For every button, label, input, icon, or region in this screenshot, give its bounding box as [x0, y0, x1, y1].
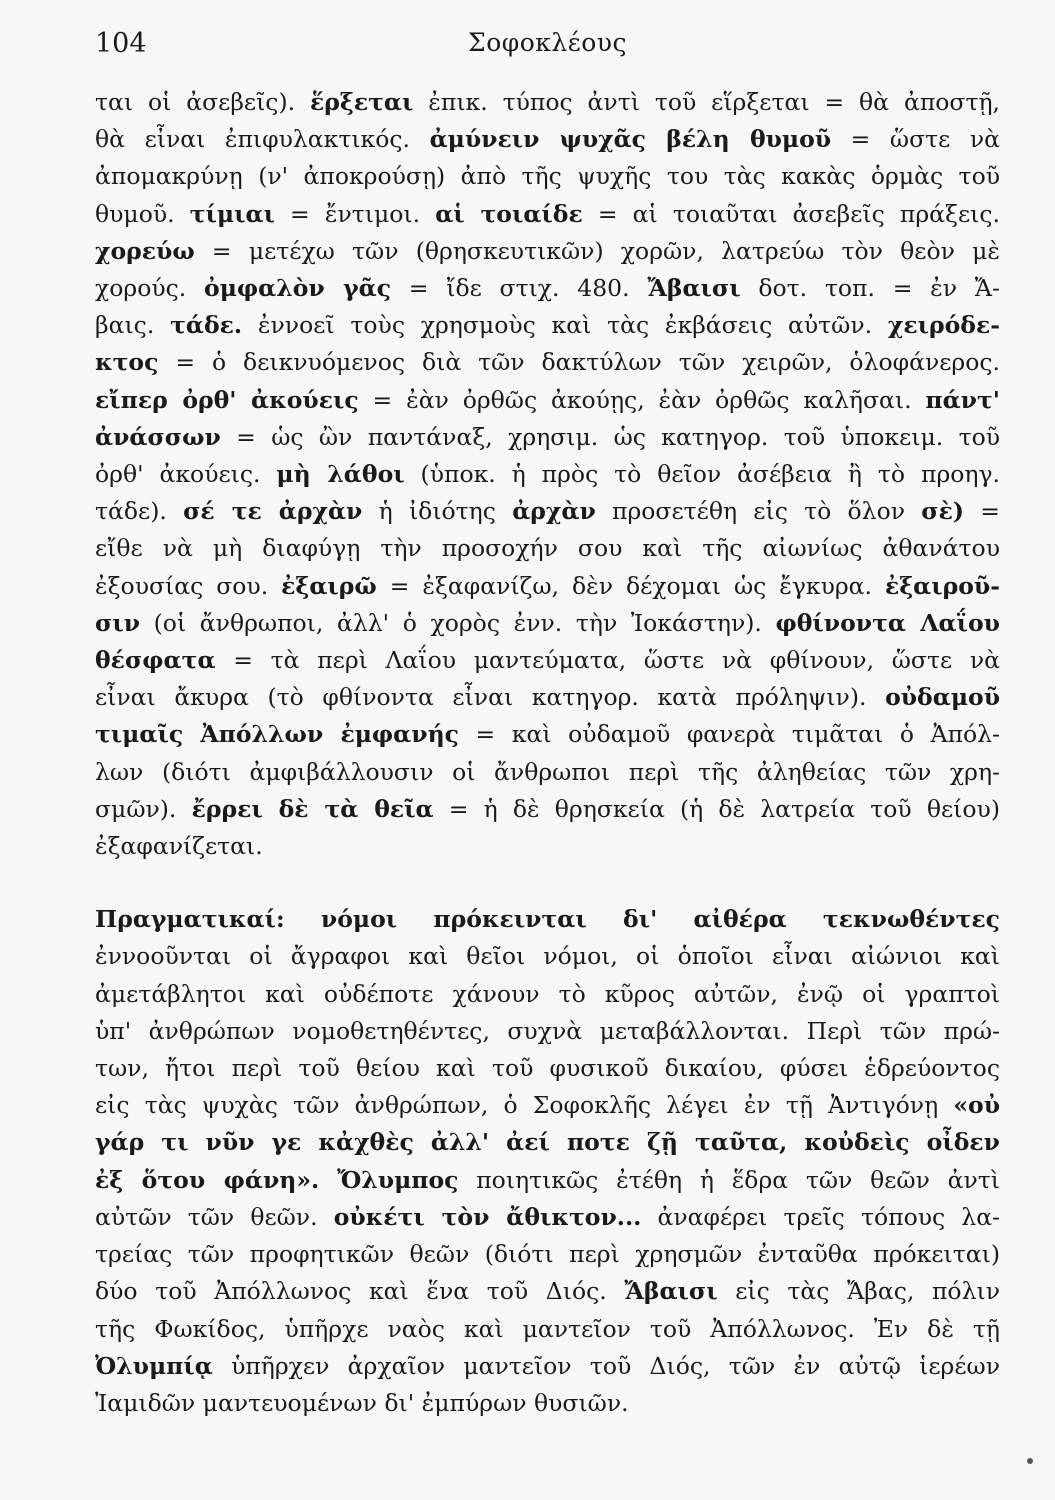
lemma: σὲ) — [921, 497, 965, 526]
gloss-text: ὀρθ' ἀκούεις. — [95, 460, 277, 489]
gloss-text: = μετέχω τῶν (θρησκευτικῶν) χορῶν, λατρεύω τὸν θεὸν μὲ — [194, 236, 1000, 265]
lemma: αἱ τοιαίδε — [435, 199, 583, 228]
lemma: ἐξ ὅτου φάνη». — [95, 1165, 320, 1194]
gloss-text: βαις. — [95, 311, 171, 340]
lemma: μὴ λάθοι — [276, 460, 405, 489]
gloss-text: εἰς τὰς ψυχὰς τῶν ἀνθρώπων, ὁ Σοφοκλῆς λέγει ἐν τῇ Ἀντιγόνῃ — [95, 1091, 954, 1120]
text-line — [95, 121, 1000, 158]
gloss-text: = ἡ δὲ θρησκεία (ἡ δὲ λατρεία τοῦ θείου) — [433, 794, 1000, 823]
text-line — [95, 1162, 1000, 1199]
lemma: Πραγματικαί: νόμοι πρόκεινται δι' αἰθέρα τεκνωθέντες — [95, 905, 1000, 934]
gloss-text: = — [964, 497, 1000, 526]
gloss-text: ἐννοεῖ τοὺς χρησμοὺς καὶ τὰς ἐκβάσεις αὐτῶν. — [242, 311, 888, 340]
lemma: ἀρχὰν — [512, 497, 596, 526]
gloss-text: εἶναι ἄκυρα (τὸ φθίνοντα εἶναι κατηγορ. κατὰ πρόληψιν). — [95, 683, 886, 712]
gloss-text: = καὶ οὐδαμοῦ φανερὰ τιμᾶται ὁ Ἀπόλ- — [458, 720, 1000, 749]
gloss-text: ἡ ἰδιότης — [362, 497, 513, 526]
text-line — [95, 754, 1000, 791]
commentary-body — [95, 84, 1000, 1422]
lemma: ὀμφαλὸν γᾶς — [204, 274, 392, 303]
text-line — [95, 530, 1000, 567]
paragraph — [95, 84, 1000, 865]
gloss-text: = ἐξαφανίζω, δὲν δέχομαι ὡς ἔγκυρα. — [376, 571, 885, 600]
text-line — [95, 196, 1000, 233]
gloss-text: (οἱ ἄνθρωποι, ἀλλ' ὁ χορὸς ἐνν. τὴν Ἰοκάστην). — [140, 608, 776, 637]
text-line — [95, 791, 1000, 828]
gloss-text: (ὑποκ. ἡ πρὸς τὸ θεῖον ἀσέβεια ἢ τὸ προηγ. — [404, 460, 1000, 489]
lemma: τιμαῖς Ἀπόλλων ἐμφανής — [95, 720, 459, 749]
gloss-text: λων (διότι ἀμφιβάλλουσιν οἱ ἄνθρωποι περὶ τῆς ἀληθείας τῶν χρη- — [95, 757, 1000, 786]
text-line — [95, 1013, 1000, 1050]
text-line — [95, 344, 1000, 381]
gloss-text: ἀπομακρύνῃ (ν' ἀποκρούσῃ) ἀπὸ τῆς ψυχῆς του τὰς κακὰς ὁρμὰς τοῦ — [95, 162, 1000, 191]
text-line — [95, 1311, 1000, 1348]
gloss-text: δοτ. τοπ. = ἐν Ἄ- — [740, 274, 1000, 303]
gloss-text: τῆς Φωκίδος, ὑπῆρχε ναὸς καὶ μαντεῖον τοῦ Ἀπόλλωνος. Ἐν δὲ τῇ — [95, 1314, 1000, 1343]
gloss-text: ὑπ' ἀνθρώπων νομοθετηθέντες, συχνὰ μεταβάλλονται. Περὶ τῶν πρώ- — [95, 1016, 1000, 1045]
gloss-text: ται οἱ ἀσεβεῖς). — [95, 88, 310, 116]
lemma: σιν — [95, 608, 141, 637]
text-line — [95, 233, 1000, 270]
gloss-text: = ὡς ὢν παντάναξ, χρησιμ. ὡς κατηγορ. τοῦ ὑποκειμ. τοῦ — [220, 422, 1000, 451]
gloss-text: = ὁ δεικνυόμενος διὰ τῶν δακτύλων τῶν χειρῶν, ὁλοφάνερος. — [158, 348, 1000, 377]
gloss-text: χορούς. — [95, 274, 205, 303]
text-line — [95, 1385, 1000, 1422]
text-line — [95, 307, 1000, 344]
lemma: Ὄλυμπος — [336, 1165, 459, 1194]
page-number: 104 — [95, 28, 147, 59]
paragraph — [95, 901, 1000, 1422]
lemma: θέσφατα — [95, 646, 216, 675]
lemma: οὐκέτι τὸν ἄθικτον... — [333, 1202, 642, 1231]
lemma: ἀνάσσων — [95, 422, 221, 451]
gloss-text: = ἔντιμοι. — [274, 199, 436, 228]
gloss-text: = ἐὰν ὀρθῶς ἀκούῃς, ἐὰν ὀρθῶς καλῆσαι. — [358, 385, 926, 414]
lemma: φθίνοντα Λαΐου — [775, 608, 1000, 637]
gloss-text: δύο τοῦ Ἀπόλλωνος καὶ ἕνα τοῦ Διός. — [95, 1277, 625, 1306]
gloss-text: αὐτῶν τῶν θεῶν. — [95, 1202, 334, 1231]
page-header — [95, 28, 1000, 68]
lemma: χορεύω — [95, 236, 195, 265]
text-line — [95, 419, 1000, 456]
gloss-text: ἐξουσίας σου. — [95, 571, 282, 600]
text-line — [95, 1199, 1000, 1236]
text-line — [95, 1236, 1000, 1273]
lemma: ἐξαιρῶ — [281, 571, 377, 600]
gloss-text: των, ἤτοι περὶ τοῦ θείου καὶ τοῦ φυσικοῦ δικαίου, φύσει ἑδρεύοντος — [95, 1054, 1000, 1083]
lemma: Ἄβαισι — [647, 274, 741, 303]
text-line — [95, 84, 1000, 121]
text-line — [95, 1348, 1000, 1385]
gloss-text: = τὰ περὶ Λαΐου μαντεύματα, ὥστε νὰ φθίνουν, ὥστε νὰ — [215, 646, 1000, 675]
text-line — [95, 1050, 1000, 1087]
gloss-text: ἐπικ. τύπος ἀντὶ τοῦ εἵρξεται = θὰ ἀποστῇ, — [413, 88, 1001, 116]
lemma: κτος — [95, 348, 159, 377]
gloss-text: = ὥστε νὰ — [831, 125, 1000, 154]
lemma: ἀμύνειν ψυχᾶς βέλη θυμοῦ — [429, 125, 832, 154]
text-line — [95, 828, 1000, 865]
text-line — [95, 382, 1000, 419]
gloss-text: ἀναφέρει τρεῖς τόπους λα- — [641, 1202, 1001, 1231]
gloss-text: εἰς τὰς Ἄβας, πόλιν — [717, 1277, 1000, 1306]
lemma: «οὐ — [953, 1091, 1000, 1120]
text-line — [95, 270, 1000, 307]
gloss-text: ἐξαφανίζεται. — [95, 832, 263, 861]
gloss-text: τρείας τῶν προφητικῶν θεῶν (διότι περὶ χρησμῶν ἐνταῦθα πρόκειται) — [95, 1240, 1000, 1269]
lemma: τίμιαι — [189, 199, 275, 228]
text-line — [95, 605, 1000, 642]
gloss-text: ποιητικῶς ἐτέθη ἡ ἕδρα τῶν θεῶν ἀντὶ — [458, 1165, 1000, 1194]
text-line — [95, 679, 1000, 716]
running-title: Σοφοκλέους — [468, 28, 627, 57]
gloss-text: τάδε). — [95, 497, 184, 526]
text-line — [95, 568, 1000, 605]
lemma: ἐξαιροῦ- — [884, 571, 1000, 600]
text-line — [95, 158, 1000, 195]
lemma: τάδε. — [170, 311, 243, 340]
ink-speck — [1027, 1458, 1033, 1464]
lemma: πάντ' — [925, 385, 1000, 414]
lemma: σέ τε ἀρχὰν — [183, 497, 363, 526]
gloss-text: ὑπῆρχεν ἀρχαῖον μαντεῖον τοῦ Διός, τῶν ἐν αὐτῷ ἱερέων — [212, 1351, 1000, 1380]
text-line — [95, 493, 1000, 530]
text-line — [95, 1087, 1000, 1124]
lemma: χειρόδε- — [887, 311, 1000, 340]
lemma: εἴπερ ὀρθ' ἀκούεις — [95, 385, 359, 414]
lemma: γάρ τι νῦν γε κἀχθὲς ἀλλ' ἀεί ποτε ζῇ ταῦτα, κοὐδεὶς οἶδεν — [95, 1128, 1000, 1157]
text-line — [95, 1124, 1000, 1161]
gloss-text — [319, 1166, 337, 1194]
lemma: ἔρρει δὲ τὰ θεῖα — [191, 794, 434, 823]
gloss-text: θυμοῦ. — [95, 199, 190, 228]
gloss-text: ἀμετάβλητοι καὶ οὐδέποτε χάνουν τὸ κῦρος αὐτῶν, ἐνῷ οἱ γραπτοὶ — [95, 979, 1000, 1008]
text-line — [95, 1273, 1000, 1310]
lemma: ἕρξεται — [310, 88, 414, 116]
lemma: Ἄβαισι — [624, 1277, 718, 1306]
text-line — [95, 976, 1000, 1013]
lemma: Ὀλυμπίᾳ — [95, 1351, 213, 1380]
gloss-text: = αἱ τοιαῦται ἀσεβεῖς πράξεις. — [582, 199, 1000, 228]
text-line — [95, 901, 1000, 938]
gloss-text: εἴθε νὰ μὴ διαφύγῃ τὴν προσοχήν σου καὶ τῆς αἰωνίως ἀθανάτου — [95, 534, 1000, 563]
lemma: οὐδαμοῦ — [885, 683, 1000, 712]
text-line — [95, 716, 1000, 753]
gloss-text: ἐννοοῦνται οἱ ἄγραφοι καὶ θεῖοι νόμοι, οἱ ὁποῖοι εἶναι αἰώνιοι καὶ — [95, 942, 1000, 971]
gloss-text: σμῶν). — [95, 794, 192, 823]
gloss-text: θὰ εἶναι ἐπιφυλακτικός. — [95, 125, 430, 154]
gloss-text: Ἰαμιδῶν μαντευομένων δι' ἐμπύρων θυσιῶν. — [95, 1388, 629, 1417]
text-line — [95, 456, 1000, 493]
text-line — [95, 642, 1000, 679]
gloss-text: = ἴδε στιχ. 480. — [391, 274, 648, 303]
text-line — [95, 938, 1000, 975]
gloss-text: προσετέθη εἰς τὸ ὅλον — [595, 497, 922, 526]
